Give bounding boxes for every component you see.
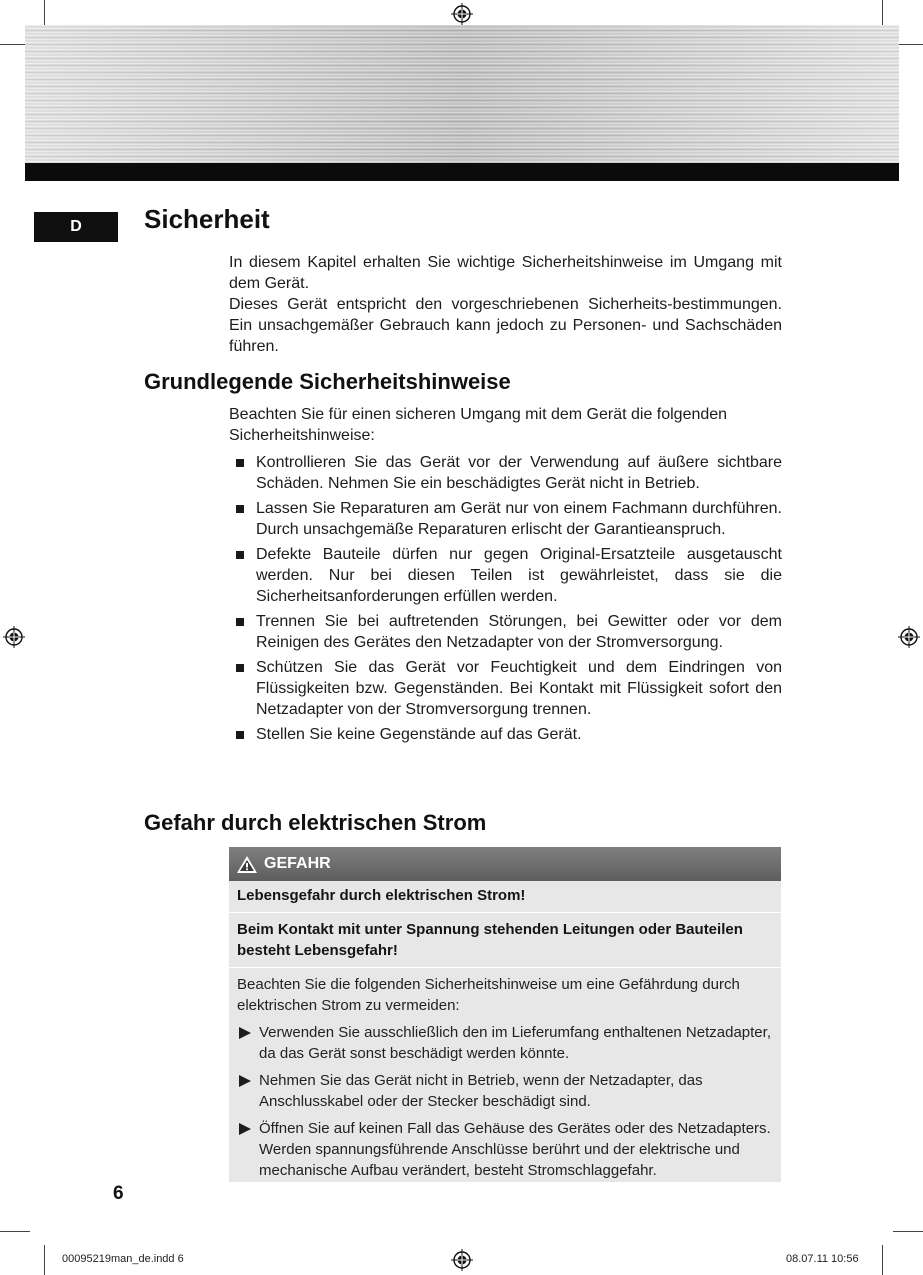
header-black-bar: [25, 163, 899, 181]
language-tab: D: [34, 212, 118, 242]
arrow-right-icon: [239, 1075, 251, 1087]
list-item: [237, 1118, 773, 1181]
intro-paragraph-2: Dieses Gerät entspricht den vorgeschriebenen Sicherheits-bestimmungen. Ein unsachgemäßer Gebrauch kann jedoch zu Personen- und Sachschäden führen.: [229, 296, 782, 355]
list-item-text: Stellen Sie keine Gegenstände auf das Gerät.: [256, 726, 582, 743]
page-title: Sicherheit: [144, 204, 270, 234]
list-item-text: Schützen Sie das Gerät vor Feuchtigkeit und dem Eindringen von Flüssigkeiten bzw. Gegenständen. Bei Kontakt mit Flüssigkeit sofort den Netzadapter von der Stromversorgung trennen.: [256, 659, 782, 718]
crop-mark-bottom-left-vertical: [44, 1245, 45, 1275]
bullet-square-icon: [236, 664, 244, 672]
header-banner: [25, 25, 899, 163]
footer-file-name: 00095219man_de.indd 6: [62, 1253, 184, 1265]
crop-mark-bottom-right-vertical: [882, 1245, 883, 1275]
bullet-square-icon: [236, 551, 244, 559]
list-item-text: Öffnen Sie auf keinen Fall das Gehäuse des Gerätes oder des Netzadapters. Werden spannungsführende Anschlüsse berührt und der elektrische und mechanische Aufbau verändert, besteht Stromschlaggefahr.: [259, 1120, 771, 1179]
danger-label: GEFAHR: [264, 855, 331, 872]
arrow-right-icon: [239, 1123, 251, 1135]
danger-headline-2: Beim Kontakt mit unter Spannung stehenden Leitungen oder Bauteilen besteht Lebensgefahr!: [237, 921, 743, 959]
page-number: 6: [113, 1183, 124, 1204]
list-item: [229, 657, 782, 720]
section-heading-electric: Gefahr durch elektrischen Strom: [144, 810, 487, 835]
list-item-text: Verwenden Sie ausschließlich den im Lieferumfang enthaltenen Netzadapter, da das Gerät sonst beschädigt werden könnte.: [259, 1024, 771, 1062]
bullet-square-icon: [236, 505, 244, 513]
list-item-text: Kontrollieren Sie das Gerät vor der Verwendung auf äußere sichtbare Schäden. Nehmen Sie ein beschädigtes Gerät nicht in Betrieb.: [256, 454, 782, 492]
list-item: [229, 498, 782, 540]
divider: [229, 967, 781, 968]
list-item: [237, 1070, 773, 1112]
list-item-text: Defekte Bauteile dürfen nur gegen Original-Ersatzteile ausgetauscht werden. Nur bei diesen Teilen ist gewährleistet, dass sie die Sicherheitsanforderungen erfüllen werden.: [256, 546, 782, 605]
bullet-square-icon: [236, 618, 244, 626]
danger-header: [229, 847, 781, 881]
danger-warning-box: [229, 847, 781, 1182]
bullet-square-icon: [236, 731, 244, 739]
list-item: [229, 724, 782, 745]
danger-content: [229, 881, 781, 1181]
list-item: [229, 611, 782, 653]
danger-arrow-list: [237, 1022, 773, 1181]
crop-mark-bottom-left-horizontal: [0, 1231, 30, 1232]
crop-mark-bottom-right-horizontal: [893, 1231, 923, 1232]
safety-bullet-list: [229, 452, 782, 749]
list-item: [229, 452, 782, 494]
list-item: [237, 1022, 773, 1064]
list-item-text: Lassen Sie Reparaturen am Gerät nur von einem Fachmann durchführen. Durch unsachgemäße Reparaturen erlischt der Garantieanspruch.: [256, 500, 782, 538]
list-item-text: Trennen Sie bei auftretenden Störungen, bei Gewitter oder vor dem Reinigen des Gerätes den Netzadapter von der Stromversorgung.: [256, 613, 782, 651]
registration-mark-icon: [3, 626, 25, 648]
banner-sheen: [25, 25, 899, 163]
danger-headline-1: Lebensgefahr durch elektrischen Strom!: [237, 887, 526, 904]
bullet-square-icon: [236, 459, 244, 467]
section-heading-basic: Grundlegende Sicherheitshinweise: [144, 369, 511, 394]
danger-lead: Beachten Sie die folgenden Sicherheitshinweise um eine Gefährdung durch elektrischen Strom zu vermeiden:: [237, 976, 740, 1014]
registration-mark-icon: [451, 1249, 473, 1271]
list-item-text: Nehmen Sie das Gerät nicht in Betrieb, wenn der Netzadapter, das Anschlusskabel oder der Stecker beschädigt sind.: [259, 1072, 703, 1110]
divider: [229, 912, 781, 913]
registration-mark-icon: [898, 626, 920, 648]
list-item: [229, 544, 782, 607]
intro-paragraph-1: In diesem Kapitel erhalten Sie wichtige Sicherheitshinweise im Umgang mit dem Gerät.: [229, 254, 782, 292]
registration-mark-icon: [451, 3, 473, 25]
arrow-right-icon: [239, 1027, 251, 1039]
section-basic-lead: Beachten Sie für einen sicheren Umgang mit dem Gerät die folgenden Sicherheitshinweise:: [229, 406, 728, 444]
footer-date-time: 08.07.11 10:56: [786, 1253, 859, 1265]
warning-triangle-icon: [236, 855, 258, 874]
